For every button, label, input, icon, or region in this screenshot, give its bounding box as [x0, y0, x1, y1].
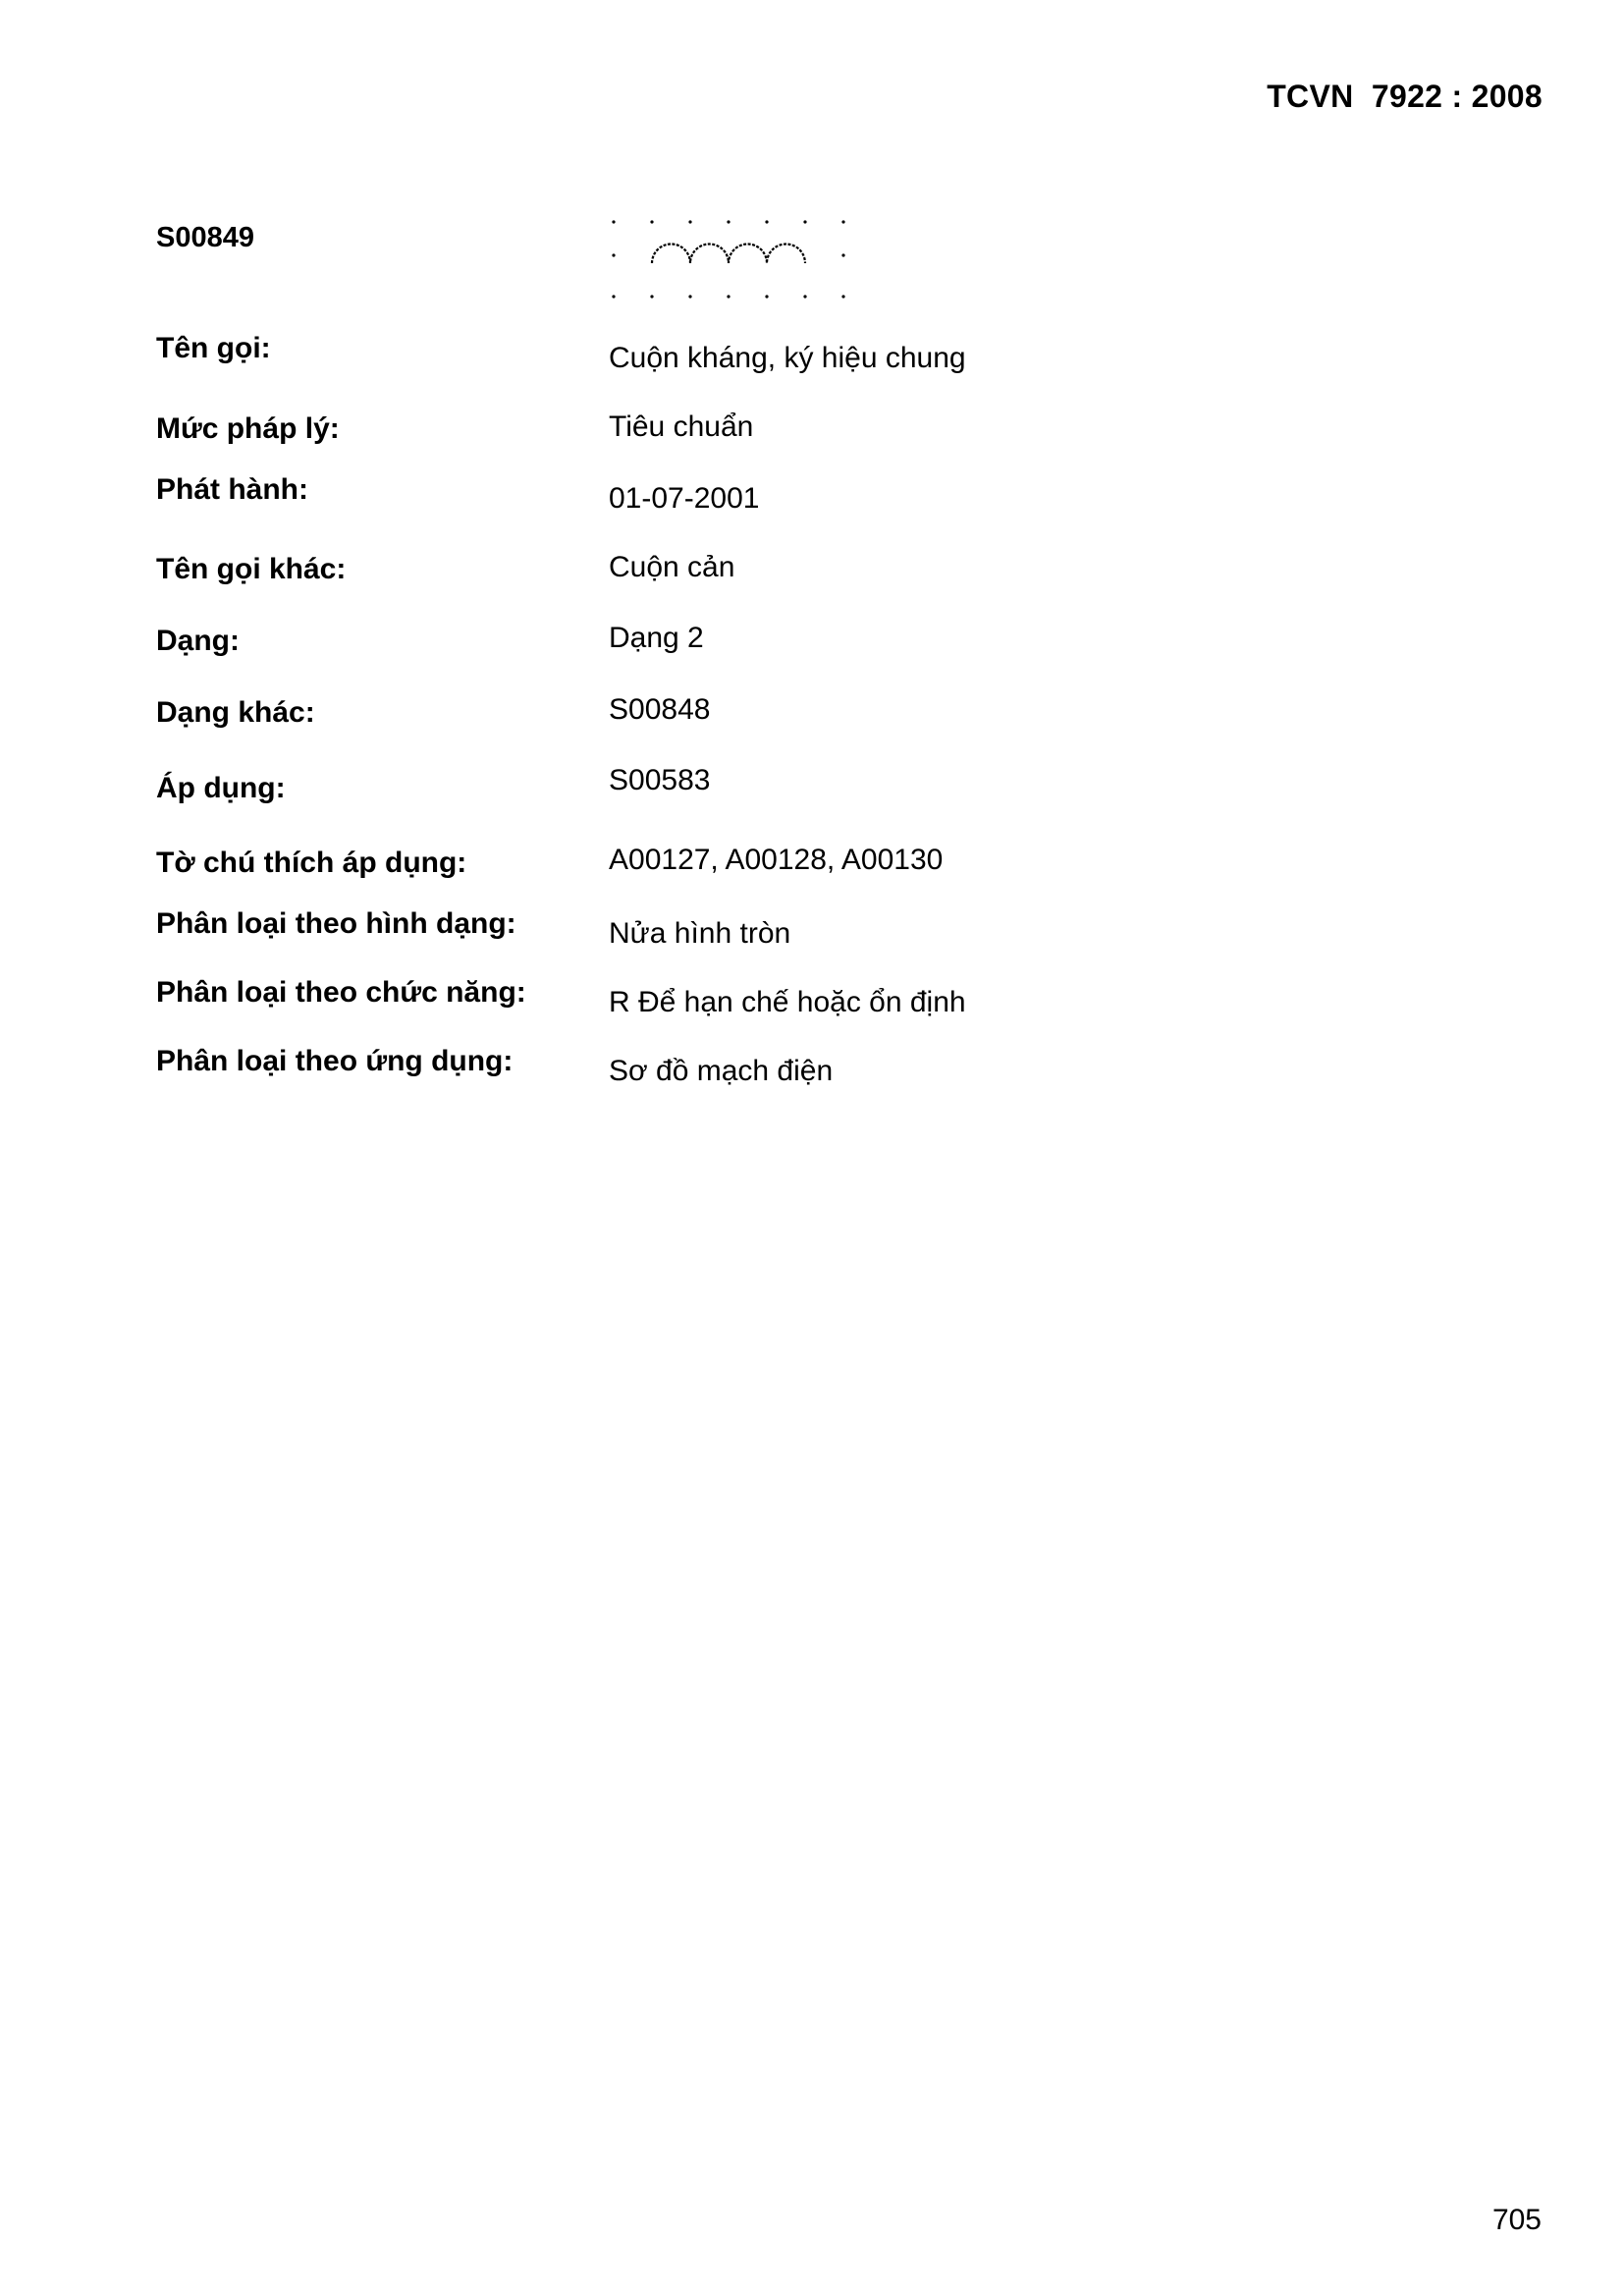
field-value-dang-khac: S00848: [609, 693, 711, 726]
field-value-ten-goi: Cuộn kháng, ký hiệu chung: [609, 342, 966, 374]
field-value-ap-dung: S00583: [609, 764, 711, 796]
field-value-muc-phap-ly: Tiêu chuẩn: [609, 410, 754, 443]
field-value-dang: Dạng 2: [609, 622, 704, 654]
field-label-dang-khac: Dạng khác:: [156, 696, 315, 729]
field-value-ten-goi-khac: Cuộn cản: [609, 551, 735, 583]
field-value-phat-hanh: 01-07-2001: [609, 482, 760, 515]
field-label-phan-loai-ung-dung: Phân loại theo ứng dụng:: [156, 1045, 514, 1077]
inductor-symbol-icon: [604, 210, 859, 308]
field-value-phan-loai-hinh-dang: Nửa hình tròn: [609, 917, 791, 950]
field-label-to-chu-thich: Tờ chú thích áp dụng:: [156, 847, 467, 879]
field-value-to-chu-thich: A00127, A00128, A00130: [609, 844, 944, 876]
standard-header: TCVN 7922 : 2008: [1267, 79, 1543, 114]
symbol-code: S00849: [156, 222, 254, 253]
field-label-dang: Dạng:: [156, 625, 240, 657]
field-value-phan-loai-ung-dung: Sơ đồ mạch điện: [609, 1055, 834, 1087]
field-label-ap-dung: Áp dụng:: [156, 772, 286, 804]
field-label-ten-goi: Tên gọi:: [156, 332, 271, 364]
field-value-phan-loai-chuc-nang: R Để hạn chế hoặc ổn định: [609, 986, 966, 1018]
page-number: 705: [1491, 2204, 1542, 2236]
field-label-phan-loai-hinh-dang: Phân loại theo hình dạng:: [156, 907, 516, 940]
field-label-phan-loai-chuc-nang: Phân loại theo chức năng:: [156, 976, 526, 1009]
field-label-phat-hanh: Phát hành:: [156, 473, 308, 506]
field-label-ten-goi-khac: Tên gọi khác:: [156, 553, 347, 585]
field-label-muc-phap-ly: Mức pháp lý:: [156, 412, 340, 445]
coil-arcs: [652, 245, 805, 264]
